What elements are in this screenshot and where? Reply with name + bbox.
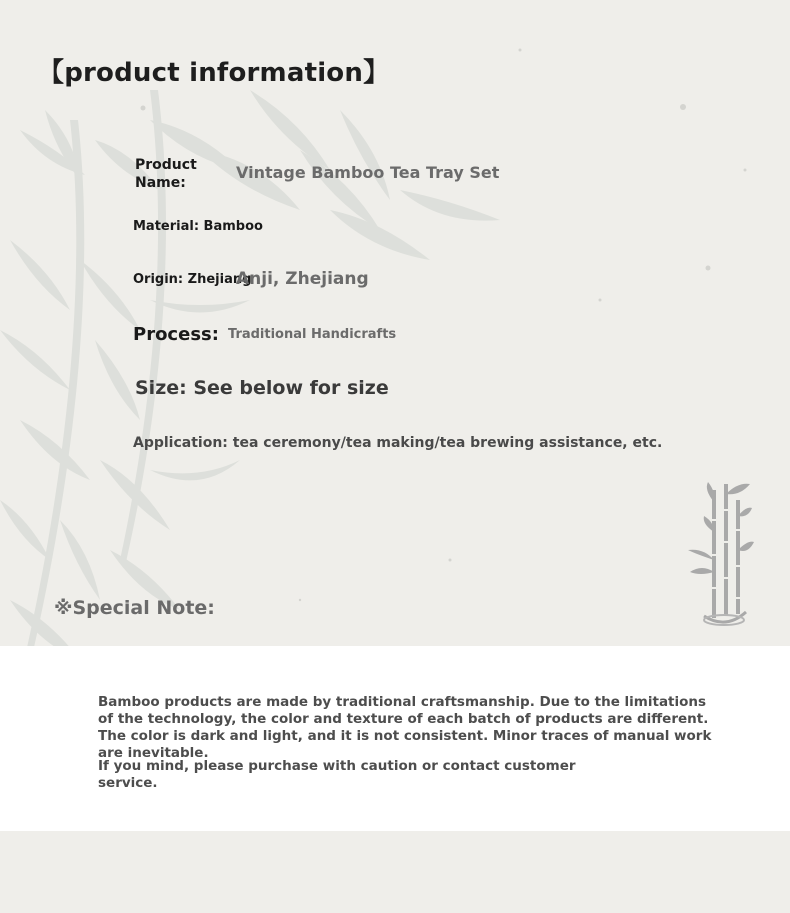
- origin-value: Anji, Zhejiang: [236, 269, 369, 289]
- bamboo-stalks-icon: [686, 480, 754, 628]
- application-text: Application: tea ceremony/tea making/tea brewing assistance, etc.: [133, 435, 663, 451]
- size-text: Size: See below for size: [135, 377, 389, 399]
- special-note-paragraph-1: Bamboo products are made by traditional craftsmanship. Due to the limitations of the technology, the color and texture of each batch of products are different. The color is dark and light, and it is not consistent. Minor traces of manual work are inevitable.: [98, 694, 712, 761]
- material-text: Material: Bamboo: [133, 219, 263, 234]
- product-name-value: Vintage Bamboo Tea Tray Set: [236, 163, 500, 182]
- special-note-title: ※Special Note:: [54, 597, 215, 619]
- special-note-paragraph-2: If you mind, please purchase with caution or contact customer service.: [98, 758, 576, 791]
- process-value: Traditional Handicrafts: [228, 327, 397, 342]
- product-name-label: [135, 156, 197, 192]
- page-heading: 【product information】: [38, 58, 390, 88]
- product-name-label-line2: Name:: [135, 175, 186, 191]
- origin-label: Origin: Zhejiang: [133, 272, 252, 287]
- process-label: Process:: [133, 324, 219, 345]
- product-name-label-line1: Product: [135, 157, 197, 173]
